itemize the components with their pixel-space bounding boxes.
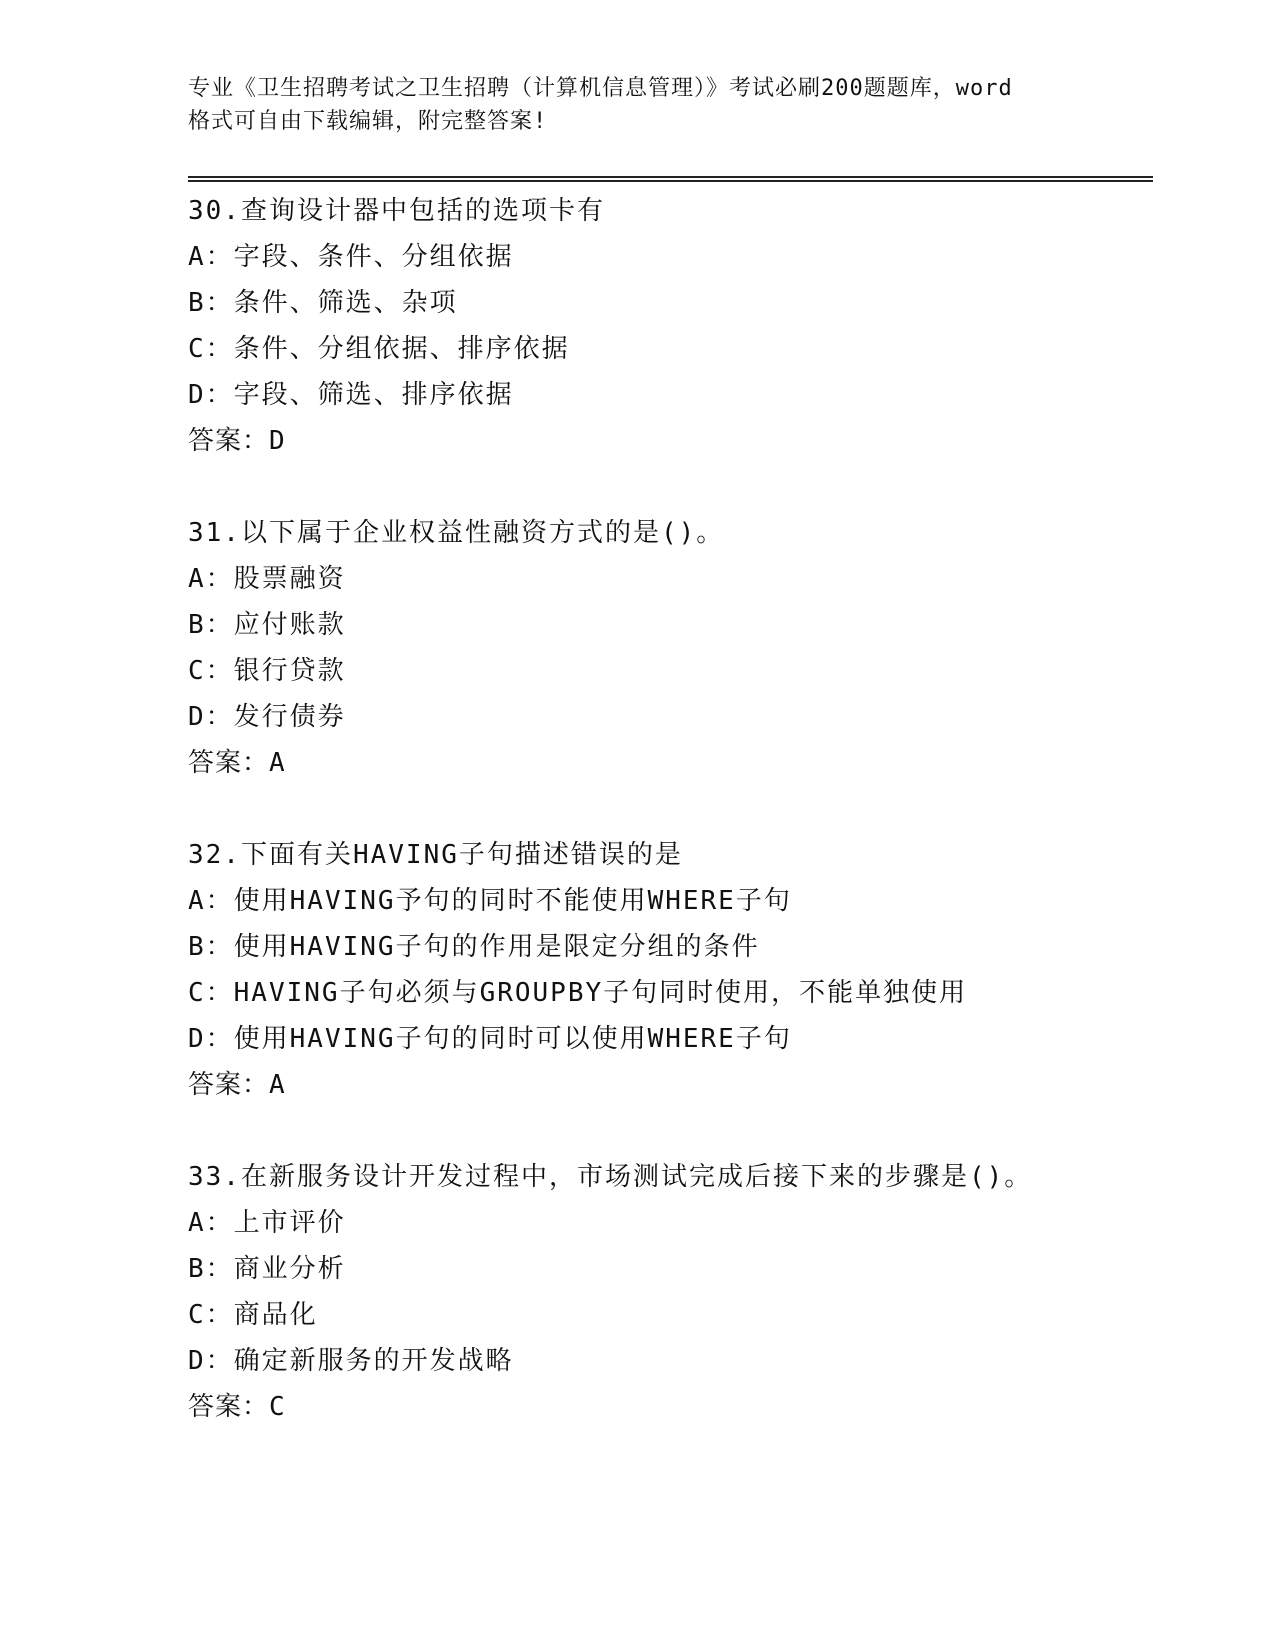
- option-c: C：HAVING子句必须与GROUPBY子句同时使用，不能单独使用: [188, 978, 968, 1008]
- option-c: C：条件、分组依据、排序依据: [188, 334, 570, 364]
- answer: 答案：D: [188, 426, 286, 456]
- question-30: [188, 188, 1148, 464]
- option-a: A：字段、条件、分组依据: [188, 242, 514, 272]
- option-d: D：字段、筛选、排序依据: [188, 380, 514, 410]
- question-stem: 31.以下属于企业权益性融资方式的是()。: [188, 518, 725, 548]
- question-stem: 33.在新服务设计开发过程中，市场测试完成后接下来的步骤是()。: [188, 1162, 1033, 1192]
- answer: 答案：A: [188, 1070, 286, 1100]
- option-d: D：使用HAVING子句的同时可以使用WHERE子句: [188, 1024, 792, 1054]
- header-line-2: 格式可自由下载编辑，附完整答案!: [188, 109, 548, 134]
- option-b: B：商业分析: [188, 1254, 346, 1284]
- option-c: C：商品化: [188, 1300, 318, 1330]
- answer: 答案：A: [188, 748, 286, 778]
- option-b: B：应付账款: [188, 610, 346, 640]
- option-d: D：确定新服务的开发战略: [188, 1346, 514, 1376]
- header-line-1: 专业《卫生招聘考试之卫生招聘（计算机信息管理）》考试必刷200题题库，word: [188, 76, 1013, 101]
- question-list: [188, 188, 1148, 1430]
- option-b: B：使用HAVING子句的作用是限定分组的条件: [188, 932, 760, 962]
- document-header: [188, 72, 1088, 138]
- option-b: B：条件、筛选、杂项: [188, 288, 458, 318]
- option-c: C：银行贷款: [188, 656, 346, 686]
- answer: 答案：C: [188, 1392, 286, 1422]
- question-32: [188, 832, 1148, 1108]
- option-d: D：发行债券: [188, 702, 346, 732]
- question-stem: 30.查询设计器中包括的选项卡有: [188, 196, 605, 226]
- question-33: [188, 1154, 1148, 1430]
- option-a: A：股票融资: [188, 564, 346, 594]
- option-a: A：使用HAVING予句的同时不能使用WHERE子句: [188, 886, 792, 916]
- option-a: A：上市评价: [188, 1208, 346, 1238]
- question-stem: 32.下面有关HAVING子句描述错误的是: [188, 840, 683, 870]
- question-31: [188, 510, 1148, 786]
- header-divider: [188, 176, 1153, 182]
